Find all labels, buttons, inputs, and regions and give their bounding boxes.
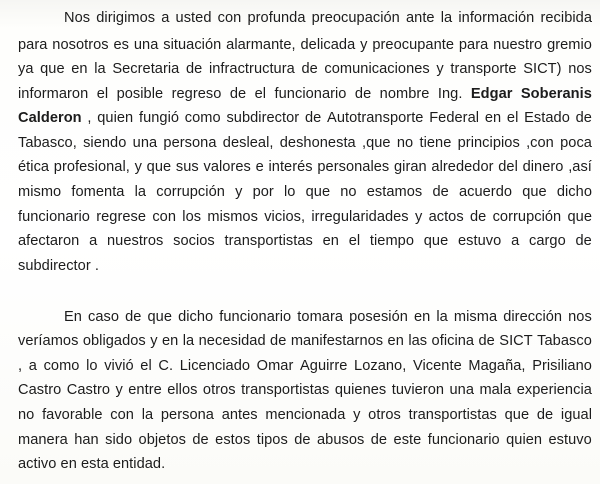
word: nos	[568, 61, 592, 77]
text-line	[18, 452, 592, 476]
word: antes	[221, 407, 258, 423]
word: y	[353, 407, 361, 423]
word: SICT)	[523, 61, 562, 77]
word: alrededor	[431, 159, 494, 175]
word: el	[254, 86, 267, 102]
word: experiencia	[516, 382, 592, 398]
text-line	[18, 33, 592, 57]
word: manera	[18, 432, 68, 448]
word: informaron	[18, 86, 89, 102]
word: ,así	[568, 159, 592, 175]
word: que	[423, 233, 449, 249]
bold-word: Soberanis	[520, 86, 592, 102]
word: Castro	[18, 382, 62, 398]
word: nombre	[379, 86, 430, 102]
word: la	[436, 309, 448, 325]
word: fomenta	[71, 184, 125, 200]
word: una	[133, 37, 159, 53]
word: que	[567, 209, 592, 225]
word: una	[132, 135, 158, 151]
word: En	[64, 309, 82, 325]
word: quien	[97, 110, 134, 126]
word: Castro	[66, 382, 111, 398]
word: que	[504, 407, 530, 423]
word: con	[217, 10, 242, 26]
word: otros	[368, 407, 401, 423]
word: dirigimos	[96, 10, 156, 26]
word: dinero	[522, 159, 564, 175]
line-text: subdirector .	[18, 258, 99, 274]
word: de	[354, 86, 372, 102]
word: estamos	[366, 184, 423, 200]
word: Ing.	[437, 86, 463, 102]
word: nosotros	[52, 37, 109, 53]
text-line	[18, 428, 592, 452]
word: que	[147, 309, 173, 325]
word: como	[184, 110, 221, 126]
word: Federal	[429, 110, 480, 126]
word: lo	[86, 358, 98, 374]
text-line	[18, 254, 592, 278]
word: y	[115, 382, 123, 398]
word: regrese	[96, 209, 147, 225]
word: con	[110, 407, 134, 423]
word: sus	[175, 159, 199, 175]
word: posesión	[349, 309, 408, 325]
word: Estado	[524, 110, 570, 126]
word: a	[28, 358, 37, 374]
word: tiene	[419, 135, 452, 151]
word: las	[408, 333, 428, 349]
text-line	[18, 403, 592, 427]
word: la	[94, 61, 106, 77]
word: ,	[18, 358, 23, 374]
word: como	[43, 358, 80, 374]
word: principios	[457, 135, 520, 151]
word: mismos	[207, 209, 258, 225]
word: C.	[158, 358, 174, 374]
word: oficina	[431, 333, 475, 349]
word: mencionada	[265, 407, 346, 423]
word: regreso	[171, 86, 222, 102]
word: entre	[128, 382, 162, 398]
word: a	[161, 10, 170, 26]
word: dicho	[178, 309, 214, 325]
word: situación	[163, 37, 222, 53]
word: Licenciado	[179, 358, 251, 374]
word: funcionario	[18, 209, 90, 225]
word: de	[125, 309, 142, 325]
word: este	[393, 432, 422, 448]
word: de	[432, 184, 449, 200]
word: vivió	[104, 358, 134, 374]
word: de	[370, 432, 388, 448]
word: delicada	[300, 37, 356, 53]
word: ya	[18, 61, 34, 77]
word: favorable	[42, 407, 103, 423]
word: persona	[163, 135, 217, 151]
word: e	[255, 159, 264, 175]
word: tiempo	[369, 233, 415, 249]
word: de	[575, 233, 592, 249]
word: abusos	[316, 432, 365, 448]
word: fungió	[138, 110, 180, 126]
word: y	[436, 61, 444, 77]
word: que	[146, 159, 172, 175]
word: recibida	[540, 10, 592, 26]
word: Autotransporte	[327, 110, 424, 126]
word: en	[484, 110, 502, 126]
word: del	[498, 159, 518, 175]
line-text: activo en esta entidad.	[18, 456, 166, 472]
word: estos	[215, 432, 251, 448]
word: dirección	[503, 309, 563, 325]
word: de	[185, 61, 203, 77]
word: de	[575, 110, 592, 126]
word: es	[113, 37, 130, 53]
word: personales	[317, 159, 390, 175]
word: que	[305, 184, 331, 200]
word: ante	[406, 10, 435, 26]
word: obligados	[82, 333, 146, 349]
word: de	[301, 61, 318, 77]
word: profunda	[247, 10, 306, 26]
word: funcionario	[219, 309, 292, 325]
word: preocupante	[372, 37, 455, 53]
word: desleal,	[222, 135, 274, 151]
word: y	[134, 159, 142, 175]
word: no	[18, 407, 35, 423]
word: preocupación	[311, 10, 400, 26]
word: persona	[160, 407, 214, 423]
text-line	[18, 378, 592, 402]
word: Secretaria	[112, 61, 180, 77]
text-line	[18, 82, 592, 106]
word: socios	[173, 233, 215, 249]
word: valores	[203, 159, 251, 175]
word: posible	[116, 86, 164, 102]
text-line	[18, 229, 592, 253]
word: interés	[268, 159, 313, 175]
word: subdirector	[226, 110, 300, 126]
word: vicios,	[264, 209, 306, 225]
word: poca	[560, 135, 592, 151]
word: Tabasco	[537, 333, 592, 349]
word: el	[96, 86, 109, 102]
word: otros	[202, 382, 236, 398]
word: de	[270, 333, 287, 349]
word: de	[294, 432, 311, 448]
word: gremio	[547, 37, 592, 53]
word: y	[235, 184, 243, 200]
word: corrupción	[156, 184, 225, 200]
word: para	[458, 37, 489, 53]
word: de	[536, 407, 554, 423]
word: Nos	[64, 10, 91, 26]
word: de	[304, 110, 322, 126]
word: ,que	[361, 135, 391, 151]
word: estuvo	[458, 233, 502, 249]
word: una	[449, 382, 474, 398]
word: el	[140, 358, 152, 374]
text-line	[18, 180, 592, 204]
word: estuvo	[548, 432, 592, 448]
word: Lozano,	[354, 358, 407, 374]
word: quienes	[334, 382, 387, 398]
word: SICT	[499, 333, 533, 349]
text-line	[18, 131, 592, 155]
text-line	[18, 205, 592, 229]
word: actos	[428, 209, 464, 225]
word: ellos	[167, 382, 198, 398]
word: comunicaciones	[324, 61, 430, 77]
word: para	[18, 37, 48, 53]
word: tuvieron	[391, 382, 445, 398]
word: a	[511, 233, 520, 249]
word: usted	[175, 10, 212, 26]
word: en	[161, 333, 179, 349]
word: Vicente	[412, 358, 462, 374]
word: veríamos	[18, 333, 79, 349]
word: funcionario	[427, 432, 500, 448]
word: el	[348, 233, 361, 249]
word: Omar	[256, 358, 294, 374]
text-line	[18, 329, 592, 353]
word: en	[322, 233, 339, 249]
word: nuestros	[106, 233, 164, 249]
word: objetos	[138, 432, 186, 448]
word: Prisiliano	[532, 358, 592, 374]
word: y	[150, 333, 158, 349]
word: de	[229, 86, 247, 102]
word: giran	[393, 159, 427, 175]
word: sido	[105, 432, 133, 448]
word: alarmante,	[226, 37, 296, 53]
word: y	[414, 209, 423, 225]
word: información	[458, 10, 535, 26]
word: corrupción	[492, 209, 562, 225]
word: en	[413, 309, 431, 325]
word: igual	[560, 407, 592, 423]
word: Aguirre	[300, 358, 348, 374]
word: transporte	[450, 61, 517, 77]
word: quien	[506, 432, 543, 448]
word: por	[252, 184, 274, 200]
bold-word: Edgar	[470, 86, 513, 102]
word: en	[71, 61, 88, 77]
word: infractructura	[208, 61, 295, 77]
word: caso	[88, 309, 120, 325]
word: transportistas	[224, 233, 313, 249]
word: nos	[568, 309, 592, 325]
word: no	[340, 184, 357, 200]
word: la	[182, 333, 195, 349]
text-line	[18, 354, 592, 378]
bold-word: Calderon	[18, 110, 82, 126]
word: mismo	[18, 184, 62, 200]
word: misma	[453, 309, 498, 325]
word: el	[506, 110, 519, 126]
text-line	[18, 155, 592, 179]
word: dicho	[556, 184, 592, 200]
word: ,	[87, 110, 92, 126]
word: ,con	[526, 135, 554, 151]
word: tipos	[256, 432, 288, 448]
word: tomara	[297, 309, 344, 325]
word: los	[182, 209, 202, 225]
word: Magaña,	[468, 358, 526, 374]
word: con	[152, 209, 177, 225]
word: en	[387, 333, 404, 349]
word: funcionario	[274, 86, 347, 102]
word: cargo	[529, 233, 566, 249]
text-line	[18, 106, 592, 130]
word: de	[469, 209, 487, 225]
word: necesidad	[198, 333, 266, 349]
word: que	[40, 61, 65, 77]
text-line	[64, 305, 592, 329]
word: la	[440, 10, 453, 26]
word: han	[74, 432, 99, 448]
word: que	[522, 184, 547, 200]
word: siendo	[83, 135, 127, 151]
word: Tabasco,	[18, 135, 77, 151]
word: acuerdo	[458, 184, 513, 200]
word: lo	[283, 184, 296, 200]
word: deshonesta	[279, 135, 356, 151]
word: mala	[479, 382, 512, 398]
word: y	[360, 37, 368, 53]
word: nuestro	[493, 37, 543, 53]
word: de	[192, 432, 209, 448]
word: la	[141, 407, 154, 423]
word: transportistas	[408, 407, 497, 423]
word: de	[478, 333, 495, 349]
word: irregularidades	[311, 209, 409, 225]
word: la	[134, 184, 147, 200]
word: a	[89, 233, 98, 249]
word: profesional,	[53, 159, 130, 175]
text-line	[64, 6, 592, 30]
text-line	[18, 57, 592, 81]
word: manifestarnos	[290, 333, 384, 349]
word: transportistas	[241, 382, 330, 398]
word: ética	[18, 159, 50, 175]
word: afectaron	[18, 233, 80, 249]
word: no	[396, 135, 414, 151]
